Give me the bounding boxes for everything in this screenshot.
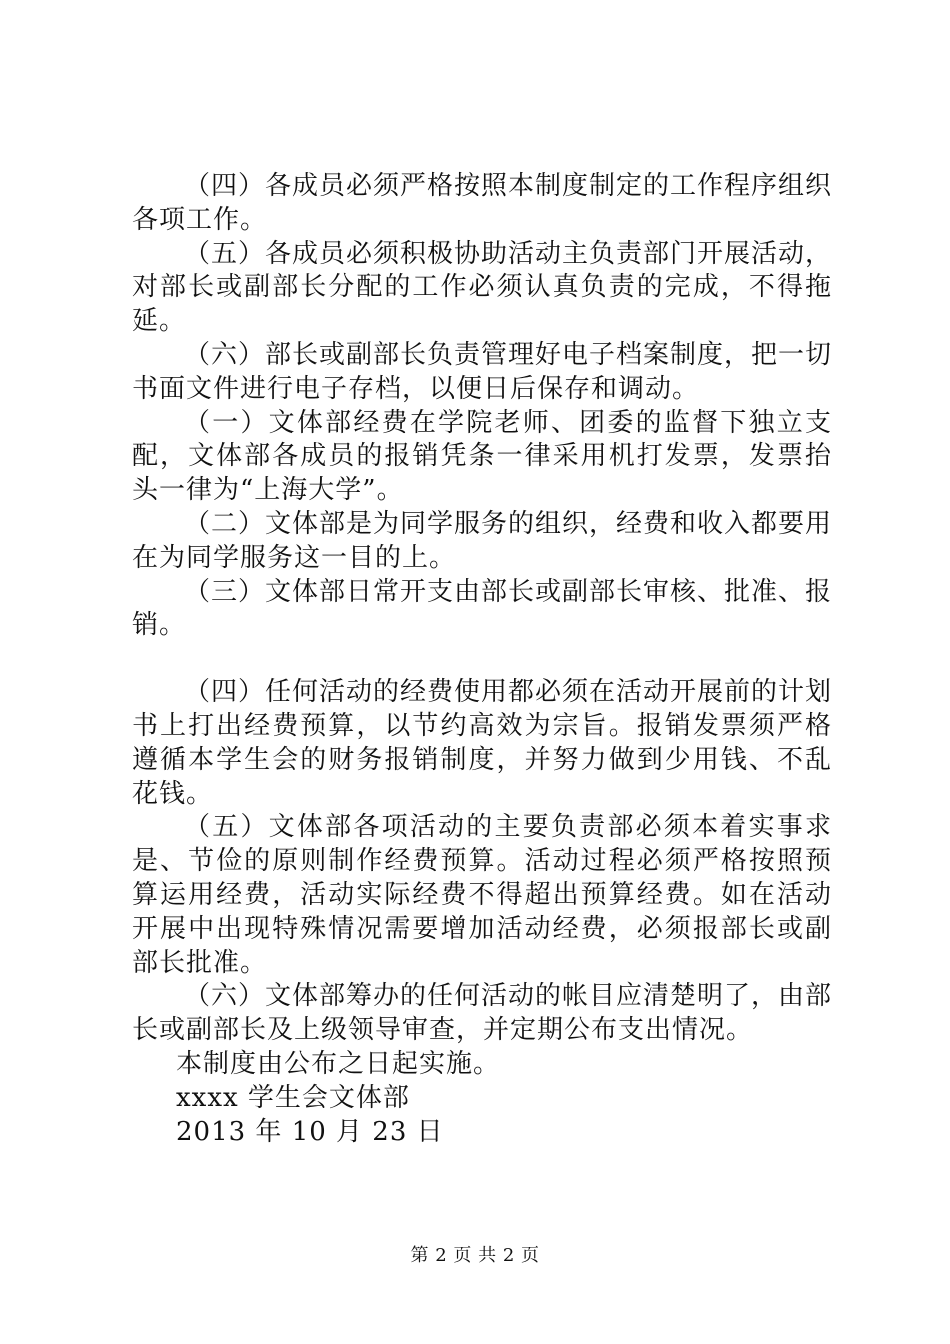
page-number-footer: 第 2 页 共 2 页 (410, 1245, 540, 1266)
paragraph-4: （一）文体部经费在学院老师、团委的监督下独立支配，文体部各成员的报销凭条一律采用机打发票，发票抬头一律为“上海大学”。 (132, 407, 832, 506)
signature: xxxx 学生会文体部 (176, 1082, 410, 1113)
closing-statement: 本制度由公布之日起实施。 (176, 1048, 501, 1079)
paragraph-6: （三）文体部日常开支由部长或副部长审核、批准、报销。 (132, 576, 833, 641)
paragraph-8: （五）文体部各项活动的主要负责部必须本着实事求是、节俭的原则制作经费预算。活动过程必须严格按照预算运用经费，活动实际经费不得超出预算经费。如在活动开展中出现特殊情况需要增加活动经费，必须报部长或副部长批准。 (132, 812, 832, 978)
document-body (132, 170, 832, 1149)
paragraph-3: （六）部长或副部长负责管理好电子档案制度，把一切书面文件进行电子存档，以便日后保存和调动。 (132, 339, 833, 404)
paragraph-5: （二）文体部是为同学服务的组织，经费和收入都要用在为同学服务这一目的上。 (132, 508, 833, 573)
paragraph-2: （五）各成员必须积极协助活动主负责部门开展活动，对部长或副部长分配的工作必须认真负责的完成，不得拖延。 (132, 238, 833, 337)
paragraph-1: （四）各成员必须严格按照本制度制定的工作程序组织各项工作。 (132, 171, 833, 235)
document-date: 2013 年 10 月 23 日 (176, 1116, 444, 1147)
paragraph-9: （六）文体部筹办的任何活动的帐目应清楚明了，由部长或副部长及上级领导审查，并定期公布支出情况。 (132, 981, 833, 1046)
paragraph-7: （四）任何活动的经费使用都必须在活动开展前的计划书上打出经费预算，以节约高效为宗旨。报销发票须严格遵循本学生会的财务报销制度，并努力做到少用钱、不乱花钱。 (132, 677, 833, 809)
